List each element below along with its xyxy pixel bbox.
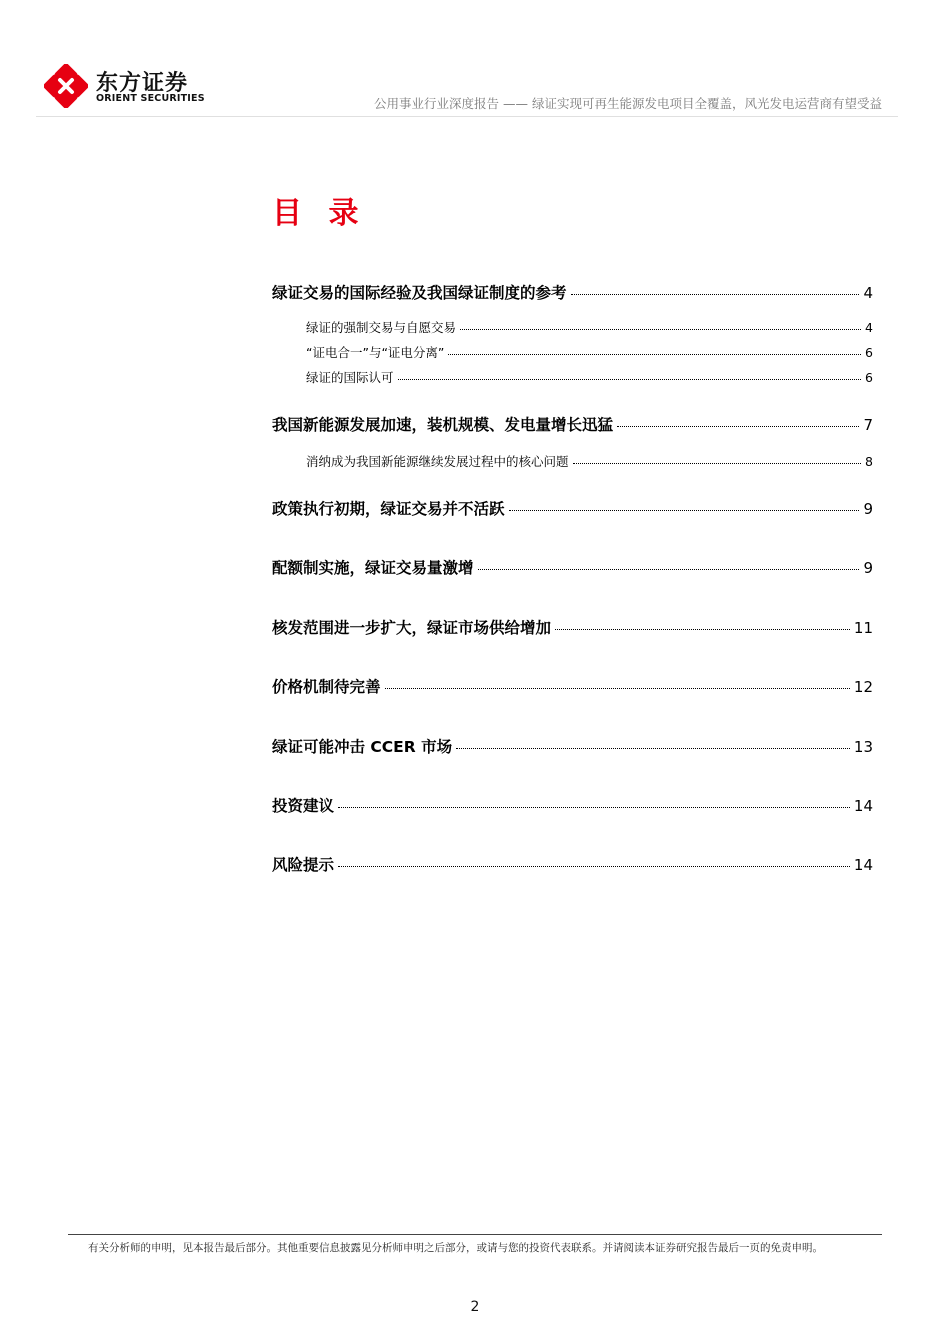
dot-leader	[478, 569, 860, 570]
toc-entry-page: 9	[863, 500, 873, 518]
toc-entry[interactable]	[272, 616, 873, 638]
toc-entry-page: 14	[853, 797, 873, 815]
dot-leader	[509, 510, 860, 511]
toc-entry-label: 我国新能源发展加速，装机规模、发电量增长迅猛	[272, 416, 614, 434]
toc-entry-label: 投资建议	[272, 797, 335, 815]
toc-entry-page: 9	[863, 559, 873, 577]
toc-entry[interactable]	[272, 281, 873, 303]
toc-entry-label: 政策执行初期，绿证交易并不活跃	[272, 500, 505, 518]
toc-entry-page: 14	[853, 856, 873, 874]
toc-entry-page: 6	[865, 370, 873, 385]
toc-entry-page: 8	[865, 454, 873, 469]
dot-leader	[573, 463, 862, 464]
toc-entry-label: 绿证的强制交易与自愿交易	[306, 320, 457, 335]
dot-leader	[398, 379, 862, 380]
orient-logo-icon	[44, 64, 88, 108]
toc-entry-label: “证电合一”与“证电分离”	[306, 345, 445, 360]
brand-name-en: ORIENT SECURITIES	[96, 93, 205, 104]
toc-entry[interactable]	[272, 497, 873, 519]
brand-logo	[44, 64, 214, 108]
footer-disclaimer: 有关分析师的申明，见本报告最后部分。其他重要信息披露见分析师申明之后部分，或请与您的投资代表联系。并请阅读本证券研究报告最后一页的免责申明。	[88, 1242, 823, 1254]
toc-entry[interactable]	[272, 413, 873, 435]
dot-leader	[385, 688, 850, 689]
brand-name-cn: 东方证券	[96, 71, 189, 96]
toc-title: 目 录	[272, 196, 367, 231]
toc-entry-page: 7	[863, 416, 873, 434]
report-subtitle: 公用事业行业深度报告 —— 绿证实现可再生能源发电项目全覆盖，风光发电运营商有望受益	[374, 96, 882, 111]
dot-leader	[555, 629, 850, 630]
toc-entry-page: 12	[853, 678, 873, 696]
toc-entry-label: 绿证的国际认可	[306, 370, 394, 385]
toc-entry[interactable]	[272, 794, 873, 816]
toc-entry[interactable]	[306, 368, 873, 386]
toc-entry[interactable]	[272, 675, 873, 697]
dot-leader	[456, 748, 850, 749]
toc-entry-label: 核发范围进一步扩大，绿证市场供给增加	[272, 619, 552, 637]
dot-leader	[617, 426, 859, 427]
toc-entry-label: 绿证可能冲击 CCER 市场	[272, 738, 453, 756]
toc-entry-page: 11	[853, 619, 873, 637]
toc-entry[interactable]	[306, 343, 873, 361]
dot-leader	[460, 329, 861, 330]
header-divider	[36, 116, 898, 117]
toc-entry-page: 4	[865, 320, 873, 335]
toc-entry[interactable]	[272, 556, 873, 578]
dot-leader	[338, 807, 850, 808]
dot-leader	[448, 354, 861, 355]
toc-entry[interactable]	[272, 735, 873, 757]
toc-entry[interactable]	[272, 853, 873, 875]
toc-entry-page: 13	[853, 738, 873, 756]
toc-entry-label: 风险提示	[272, 856, 335, 874]
dot-leader	[338, 866, 850, 867]
dot-leader	[571, 294, 860, 295]
toc-entry-page: 4	[863, 284, 873, 302]
toc-entry[interactable]	[306, 452, 873, 470]
toc-entry-page: 6	[865, 345, 873, 360]
toc-entry-label: 消纳成为我国新能源继续发展过程中的核心问题	[306, 454, 569, 469]
toc-entry-label: 配额制实施，绿证交易量激增	[272, 559, 474, 577]
toc-entry[interactable]	[306, 318, 873, 336]
toc-entry-label: 绿证交易的国际经验及我国绿证制度的参考	[272, 284, 567, 302]
page-number: 2	[470, 1299, 480, 1315]
toc-entry-label: 价格机制待完善	[272, 678, 381, 696]
footer-divider	[68, 1234, 882, 1235]
